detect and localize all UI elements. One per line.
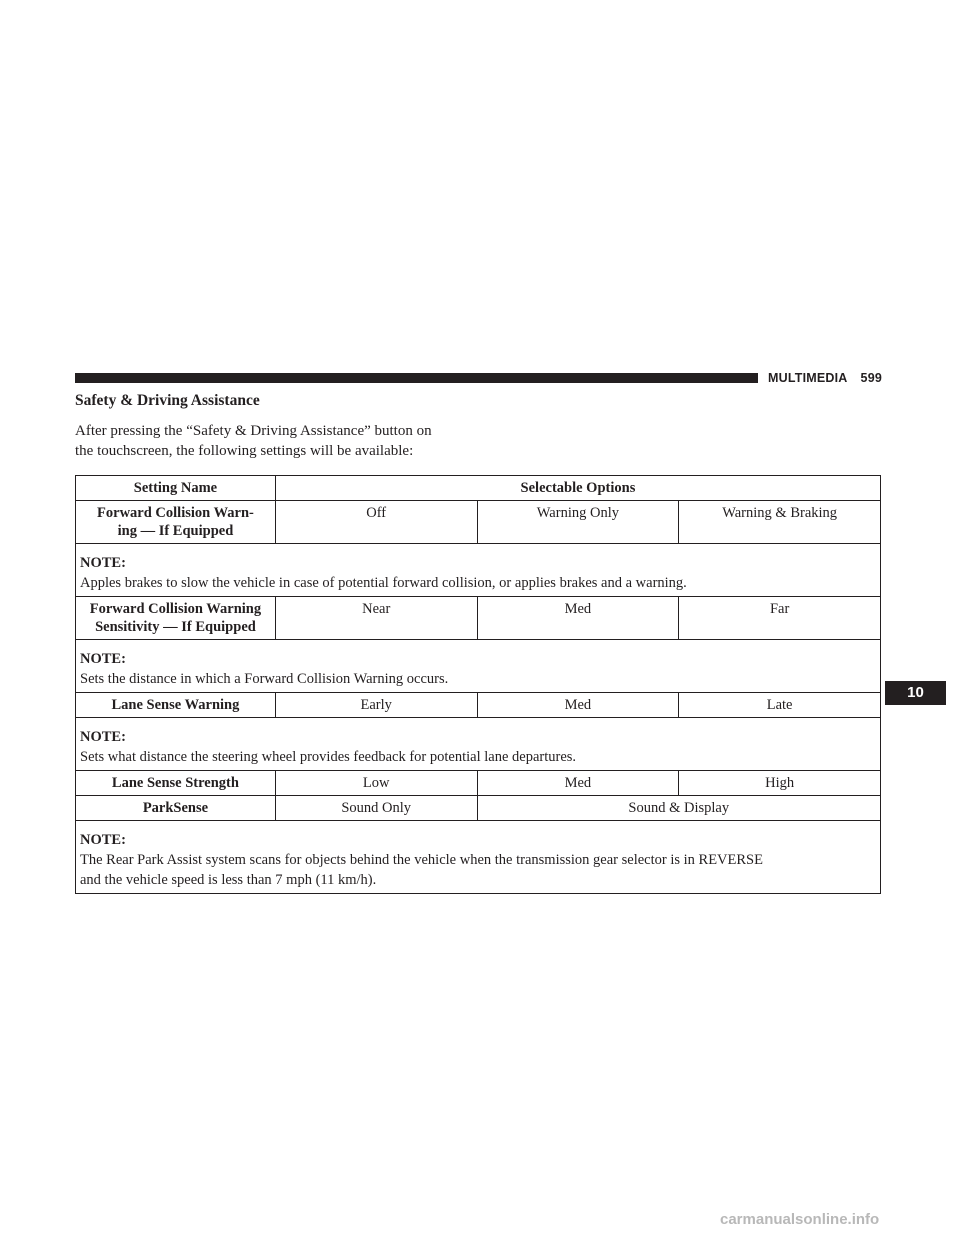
option-cell: Late <box>679 693 881 718</box>
setting-name-line: Sensitivity — If Equipped <box>95 619 256 635</box>
intro-paragraph <box>75 421 495 461</box>
option-cell: Far <box>679 597 881 640</box>
option-cell: Warning Only <box>477 501 679 544</box>
intro-line: After pressing the “Safety & Driving Assistance” button on <box>75 423 432 439</box>
note-text: Apples brakes to slow the vehicle in case of potential forward collision, or applies brakes and a warning. <box>80 575 687 591</box>
option-cell: Sound Only <box>275 796 477 821</box>
note-cell <box>76 544 881 597</box>
note-label: NOTE: <box>80 832 126 848</box>
section-name: MULTIMEDIA <box>768 371 848 385</box>
option-cell: Off <box>275 501 477 544</box>
setting-name-line: Forward Collision Warning <box>89 601 262 617</box>
page-number: 599 <box>860 371 883 385</box>
note-row <box>76 821 881 894</box>
option-cell: Near <box>275 597 477 640</box>
note-label: NOTE: <box>80 651 126 667</box>
section-title: Safety & Driving Assistance <box>75 392 260 409</box>
note-cell <box>76 640 881 693</box>
note-cell <box>76 718 881 771</box>
note-text: Sets the distance in which a Forward Collision Warning occurs. <box>80 671 449 687</box>
note-row <box>76 718 881 771</box>
note-text: Sets what distance the steering wheel provides feedback for potential lane departures. <box>80 749 577 765</box>
note-label: NOTE: <box>80 555 126 571</box>
option-cell: High <box>679 771 881 796</box>
option-cell: Early <box>275 693 477 718</box>
table-row <box>76 693 881 718</box>
setting-name-cell: Lane Sense Warning <box>76 693 276 718</box>
table-row <box>76 771 881 796</box>
option-cell: Low <box>275 771 477 796</box>
chapter-tab: 10 <box>885 681 946 705</box>
setting-name-cell: Lane Sense Strength <box>76 771 276 796</box>
table-row <box>76 796 881 821</box>
intro-line: the touchscreen, the following settings will be available: <box>75 443 414 459</box>
setting-name-cell <box>76 501 276 544</box>
setting-name-line: ing — If Equipped <box>117 523 234 539</box>
note-row <box>76 544 881 597</box>
note-text: and the vehicle speed is less than 7 mph (11 km/h). <box>80 872 377 888</box>
setting-name-cell: ParkSense <box>76 796 276 821</box>
table-row <box>76 597 881 640</box>
header-selectable-options: Selectable Options <box>275 476 880 501</box>
option-cell: Warning & Braking <box>679 501 881 544</box>
running-header <box>768 371 882 385</box>
setting-name-cell <box>76 597 276 640</box>
header-setting-name: Setting Name <box>76 476 276 501</box>
note-cell <box>76 821 881 894</box>
watermark: carmanualsonline.info <box>720 1211 880 1228</box>
option-cell: Med <box>477 693 679 718</box>
note-row <box>76 640 881 693</box>
setting-name-line: Forward Collision Warn- <box>97 505 254 521</box>
header-rule <box>75 373 758 383</box>
settings-table <box>75 475 881 894</box>
option-cell: Sound & Display <box>477 796 880 821</box>
option-cell: Med <box>477 597 679 640</box>
option-cell: Med <box>477 771 679 796</box>
note-text: The Rear Park Assist system scans for objects behind the vehicle when the transmission gear selector is in REVERSE <box>80 852 763 868</box>
note-label: NOTE: <box>80 729 126 745</box>
table-row <box>76 501 881 544</box>
table-header-row <box>76 476 881 501</box>
